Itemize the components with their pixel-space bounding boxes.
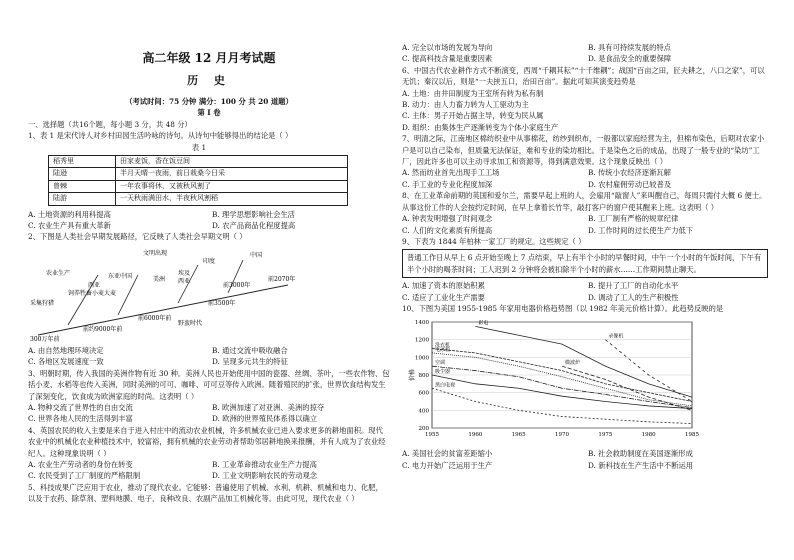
q8-stem: 8、在工业革命前期的英国和爱尔兰，需要早起上班的人，会雇用“敲窗人”来叫醒自己，每周只需付大概 6 便士。从事这份工作的人会按约定时间，在早上拿着长竹竿，敲打客户的窗户使其醒来上班。这表明（ ） [402, 191, 767, 212]
option[interactable]: C. 世界各地人民的生活得到丰富 [28, 414, 133, 424]
option[interactable]: A. 农业生产劳动者的身份在转变 [28, 459, 133, 469]
option[interactable]: B. 传统小农经济逐渐瓦解 [588, 168, 671, 178]
q3-stem: 3、明朝时期，传入我国的美洲作物有近 30 种。美洲人民也开始使用中国的瓷器、丝绸、茶叶，一些农作物、包括小麦、水稻等也传入美洲，同时美洲的可可、咖啡、可可豆等传入欧洲。随着殖民的扩张，世界饮食结构发生了深刻变化，饮食成为欧洲家庭的时尚。这表明（ ） [28, 368, 390, 401]
option[interactable]: C. 手工业的专业化程度加深 [402, 179, 493, 189]
option[interactable]: A. 加速了资本的原始积累 [402, 281, 485, 291]
y-tick-label: 800 [418, 373, 429, 380]
diagram-label: 前3500年 [208, 299, 236, 307]
option[interactable]: A. 土地：由井田制度为王室所有转为私有制 [402, 88, 544, 98]
option[interactable]: A. 然而纺业首先出现手工工场 [402, 168, 500, 178]
option[interactable]: C. 主体：男子开始占据主导，转变为民从属 [402, 111, 544, 121]
branch-line [118, 275, 138, 315]
series-label: 彩电 [478, 320, 489, 327]
option[interactable]: B. 理学思想影响社会生活 [212, 209, 295, 219]
option[interactable]: C. 各地区发展速度一致 [28, 357, 104, 367]
q6-stem: 6、中国古代农业耕作方式不断演变，西周“千耦其耘”“十千维耦”；战国“百亩之田，匠夫耕之，八口之家”，可以无饥；秦汉以后，则是“一夫挟五口，治田百亩”。据此可知其演变趋势是 [402, 65, 765, 87]
diagram-label: 西亚 [178, 277, 191, 285]
diagram-label: 中国 [250, 251, 263, 259]
option[interactable]: D. 调动了工人的生产积极性 [588, 292, 679, 302]
y-tick-label: 1200 [415, 338, 429, 345]
x-tick-label: 1975 [598, 432, 613, 439]
option[interactable]: D. 工业文明影响农民的劳动观念 [212, 471, 318, 481]
option[interactable]: A. 美国社会的贫富差距缩小 [402, 449, 493, 459]
diagram-label: 农业生产 [46, 269, 71, 277]
diagram-label: 前2070年 [268, 275, 296, 283]
q9-factory-rules: 普通工作日从早上 6 点开始至晚上 7 点结束，早上有半个小时的早餐时间，中午一个小时的午饭时间，下午有半个小时的喝茶时间；工人迟到 2 分钟将会被扣除半个小时的薪水……工作期间禁止聊天。 [402, 249, 768, 278]
q10-chart [402, 316, 768, 446]
series-line [475, 327, 692, 398]
table-row: 曾棘 一年农事将休，又被秋风割了 [49, 180, 348, 192]
timeline-diagram [28, 245, 328, 343]
option[interactable]: B. 提升了工厂的自动化水平 [588, 281, 679, 291]
option[interactable]: B. 社会救助制度在美国逐渐形成 [588, 449, 693, 459]
option[interactable]: A. 由自然地理环境决定 [28, 345, 104, 355]
x-tick-label: 1970 [555, 432, 569, 439]
q9-options [402, 280, 768, 303]
table-row: 陆游 一天秋雨满田水，半夜秋风割稻 [49, 193, 348, 205]
diagram-label: 300万年前 [30, 335, 60, 343]
option[interactable]: B. 欧洲加速了对亚洲、美洲的掠夺 [212, 402, 325, 412]
option[interactable]: D. 农村雇佣劳动已较普及 [588, 179, 672, 189]
q6-options [402, 88, 768, 134]
q4-stem: 4、英国农民的收入主要是来自于进入村庄中的流动农业机械，许多机械农业已进入要求更多的耕地面积。现代农业中的机械化农业种植技术中，较富裕，拥有机械的农业劳动者帮助邻居耕地换来报酬，并有人成为了农业经纪人。这种现象说明（ ） [28, 425, 386, 458]
diagram-label: 美洲 [153, 275, 166, 283]
exam-title: 高二年级 12 月月考试题 [142, 51, 276, 65]
option[interactable]: D. 农产品商品化程度提高 [212, 221, 296, 231]
q10-stem: 10、下图为美国 1955-1985 年家用电器价格趋势图（以 1982 年美元价格计算）。此趋势反映的是 [402, 303, 724, 313]
series-line [432, 375, 692, 409]
option[interactable]: B. 通过交流中吸收融合 [212, 345, 288, 355]
left-column [28, 34, 390, 505]
series-line [432, 367, 692, 409]
option[interactable]: B. 具有可持续发展的特点 [588, 43, 671, 52]
series-label: 洗衣机 [435, 342, 451, 349]
diagram-label: 文明出现 [143, 249, 168, 257]
q7-stem: 7、明清之际，江南地区棉纺织业中从事棉花，纺纱到织布，一般都以家庭经营为主，但棉布染色，后期对农家小户是可以自己染布，但质量无法保证，难和专业的染坊相比。于是染色之后的成品，出现了一般专业的“染坊”工厂，因此许多也可以主动寻求加工和资源等，得到满意效果。这个现象反映出（ ） [402, 134, 765, 167]
option[interactable]: C. 适应了工业化生产需要 [402, 292, 485, 302]
option[interactable]: D. 是食品安全的重要保障 [588, 54, 672, 64]
y-axis-label: 价格 [409, 369, 416, 382]
table-row: 稻秀里 田家麦饭，香在饭豆间 [49, 156, 348, 168]
option[interactable]: C. 电力开始广泛运用于生产 [402, 460, 493, 470]
series-label: 黑白电视 [435, 382, 456, 389]
q1-table-caption: 表 1 [191, 142, 207, 152]
series-label: 空调 [435, 360, 446, 367]
q10-options [402, 448, 768, 471]
option[interactable]: D. 工作时间的过长使生产力低下 [588, 225, 694, 235]
option[interactable]: C. 提高科技含量是重要因素 [402, 54, 493, 64]
option[interactable]: D. 呈现多元共生的特征 [212, 357, 288, 367]
option[interactable]: B. 工业革命推动农业生产力提高 [212, 459, 317, 469]
diagram-label: 饲养牲畜小麦大麦 [68, 289, 117, 297]
diagram-label: 野蛮时代 [178, 319, 203, 327]
option[interactable]: A. 土地资源的利用科提高 [28, 209, 111, 219]
q8-options [402, 213, 768, 236]
option[interactable]: B. 工厂制有严格的规章纪律 [588, 214, 679, 224]
series-line [605, 340, 692, 402]
y-tick-label: 1400 [415, 320, 429, 327]
x-tick-label: 1965 [511, 432, 526, 439]
diagram-label: 采集狩猎 [30, 299, 55, 307]
option[interactable]: D. 欧洲的世界殖民体系得以确立 [212, 414, 318, 424]
option[interactable]: C. 农业生产具有重大革新 [28, 221, 111, 231]
q1-table [48, 155, 348, 206]
y-tick-label: 1000 [415, 355, 429, 362]
q1-stem: 1、表 1 是宋代诗人对乡村田园生活吟咏的诗句。从诗句中能够得出的结论是（ ） [28, 131, 293, 141]
appliance-price-chart [402, 316, 702, 444]
section-heading: 一、选择题（共16个题，每小题 3 分，共 48 分） [28, 119, 192, 129]
q1-options [28, 209, 390, 232]
right-column [402, 42, 768, 471]
diagram-label: 埃及 [178, 269, 191, 277]
series-label: 吸尘器 [435, 369, 451, 376]
option[interactable]: A. 完全以市场的发展为导向 [402, 43, 493, 52]
diagram-label: 前6000年前 [138, 314, 172, 322]
table-row: 陆逊 半月天晴一夜雨，前日栽桑今日采 [49, 168, 348, 180]
exam-meta: （考试时间：75 分钟 满分：100 分 共 20 道题） [125, 97, 293, 106]
q2-options [28, 345, 390, 368]
q2-diagram [28, 245, 390, 343]
y-tick-label: 200 [418, 426, 429, 433]
q5-options [402, 42, 768, 65]
x-tick-label: 1955 [425, 432, 439, 439]
series-label: 录像机 [608, 334, 624, 341]
diagram-label: 前约9000年前 [83, 325, 123, 333]
series-label: 电冰箱 [435, 347, 451, 354]
x-tick-label: 1985 [685, 432, 699, 439]
option[interactable]: B. 动力：由人力畜力转为人工驱动为主 [402, 100, 529, 110]
option[interactable]: A. 钟表发明增强了时间观念 [402, 214, 493, 224]
x-tick-label: 1960 [468, 432, 483, 439]
x-tick-label: 1980 [641, 432, 656, 439]
q5-stem: 5、科技成果广泛应用于农业，推动了现代农业。它能够：普遍使用了机械、水利、机耕、机械和电力、化肥，以及于农药、除草剂、塑料地膜、电子、良种改良、农副产品加工机械化等。由此可见，现代农业（ ） [28, 482, 383, 504]
series-line [432, 353, 692, 406]
option[interactable]: D. 新科技在生产生活中不断运用 [588, 460, 694, 470]
option[interactable]: C. 人们的文化素质有所提高 [402, 225, 493, 235]
q9-stem: 9、下表为 1844 年柏林一家工厂的规定。这些规定（ ） [402, 236, 586, 246]
exam-subject: 历 史 [187, 74, 231, 87]
q4-options [28, 459, 390, 482]
q7-options [402, 167, 768, 190]
option[interactable]: D. 组织：由集体生产逐渐转变为个体小家庭生产 [402, 122, 559, 132]
diagram-label: 前3000年 [223, 281, 251, 289]
y-tick-label: 600 [418, 391, 429, 398]
option[interactable]: A. 物种交流了世界性的自由交流 [28, 402, 133, 412]
option[interactable]: C. 农民受到了工厂制度的严格限制 [28, 471, 141, 481]
y-tick-label: 400 [418, 408, 429, 415]
diagram-label: 印度 [203, 257, 216, 265]
q3-options [28, 402, 390, 425]
volume-label: 第 I 卷 [197, 108, 221, 118]
diagram-label: 东亚中国 [108, 272, 133, 280]
series-label: 微波炉 [565, 360, 581, 367]
diagram-label: 西亚 [88, 281, 101, 289]
q2-stem: 2、下图是人类社会早期发展路径，它反映了人类社会早期文明（ ） [28, 232, 247, 242]
